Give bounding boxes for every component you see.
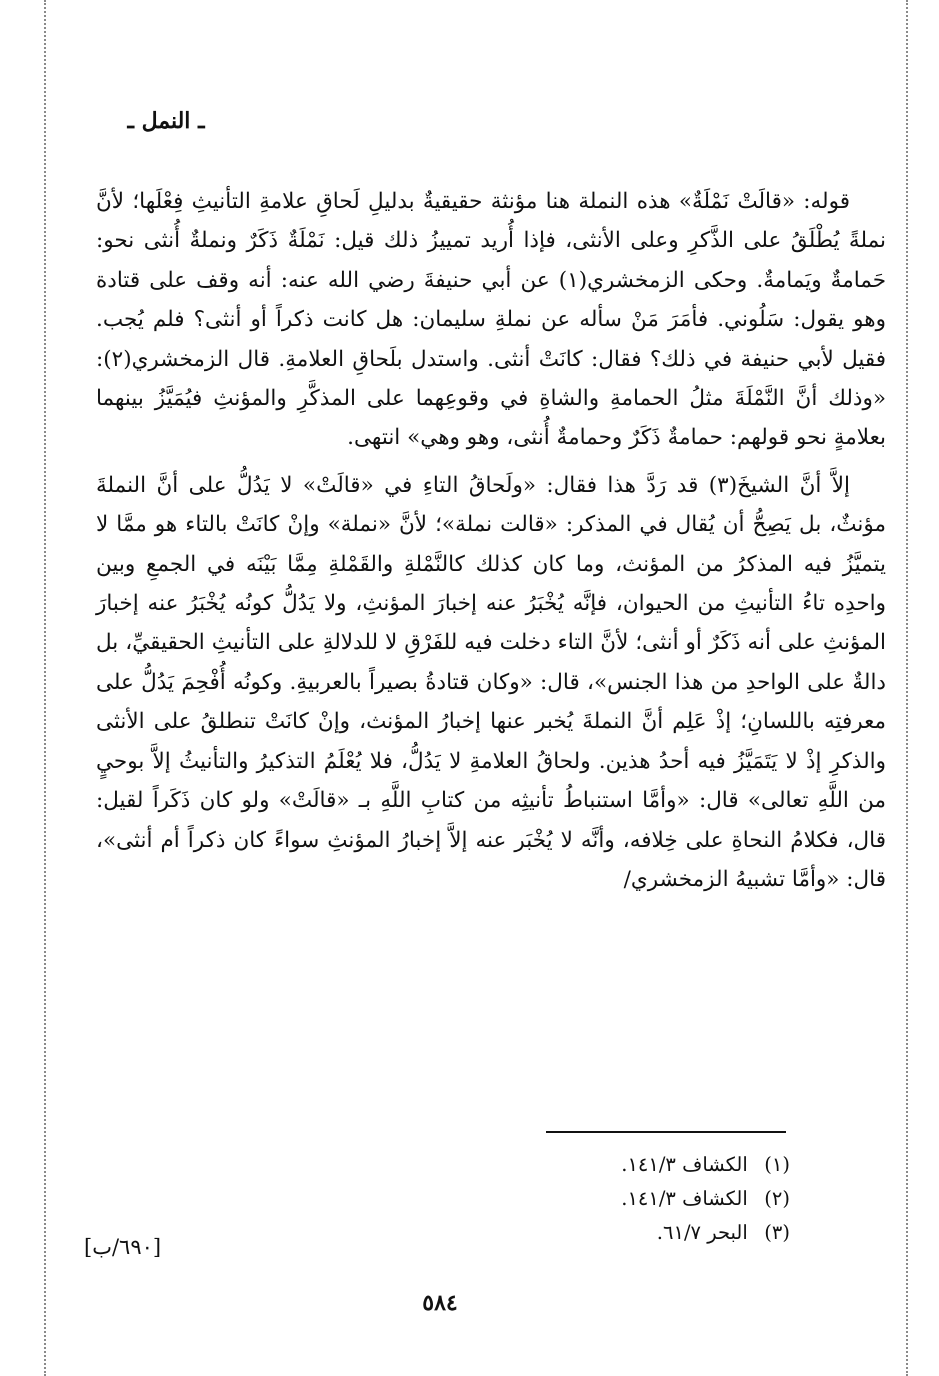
manuscript-folio-marker: [٦٩٠/ب] <box>84 1235 162 1259</box>
footnote-text: البحر ٦١/٧. <box>656 1221 748 1244</box>
footnote-item <box>560 1216 790 1250</box>
scan-margin-left <box>44 0 46 1376</box>
footnote-number: (٢) <box>764 1187 790 1210</box>
footnote-item <box>560 1182 790 1216</box>
paragraph-1: قوله: «قالَتْ نَمْلَةٌ» هذه النملة هنا مؤنثة حقيقيةٌ بدليلِ لَحاقِ علامةِ التأنيثِ فِعْلَها؛ لأنَّ نملةً يُطْلَقُ على الذَّكرِ وعلى الأنثى، فإذا أُريد تمييزُ ذلك قيل: نَمْلَةٌ ذَكَرٌ ونملةٌ أُنثى نحو: حَمامةٌ ويَمامةٌ. وحكى الزمخشري(١) عن أبي حنيفةَ رضي الله عنه: أنه وقف على قتادة وهو يقول: سَلُوني. فأمَرَ مَنْ سأله عن نملةِ سليمان: هل كانت ذكراً أو أنثى؟ فلم يُجب. فقيل لأبي حنيفة في ذلك؟ فقال: كانَتْ أنثى. واستدل بلَحاقِ العلامةِ. قال الزمخشري(٢): «وذلك أنَّ النَّمْلَةَ مثلُ الحمامةِ والشاةِ في وقوعِهما على المذكَّرِ والمؤنثِ فيُمَيَّزُ بينهما بعلامةٍ نحو قولهم: حمامةٌ ذَكَرٌ وحمامةٌ أُنثى، وهو وهي» انتهى. <box>96 189 886 451</box>
footnotes <box>560 1148 790 1250</box>
footnote-text: الكشاف ١٤١/٣. <box>621 1187 748 1210</box>
running-header: ـ النمل ـ <box>127 108 205 134</box>
footnote-separator <box>546 1131 786 1133</box>
page-number: ٥٨٤ <box>422 1290 458 1316</box>
paragraph-2: إلاَّ أنَّ الشيخَ(٣) قد رَدَّ هذا فقال: «ولَحاقُ التاءِ في «قالَتْ» لا يَدُلُّ على أنَّ النملةَ مؤنثٌ، بل يَصِحُّ أن يُقال في المذكر: «قالت نملة»؛ لأنَّ «نملة» وإنْ كانَتْ بالتاء هو ممَّا لا يتميَّزُ فيه المذكرُ من المؤنث، وما كان كذلك كالنَّمْلةِ والقَمْلةِ مِمَّا بَيْنَه في الجمعِ وبين واحدِه تاءُ التأنيثِ من الحيوان، فإنَّه يُخْبَرُ عنه إخبارَ المؤنثِ، ولا يَدُلُّ كونُه يُخْبَرُ عنه إخبارَ المؤنثِ على أنه ذَكَرٌ أو أنثى؛ لأنَّ التاء دخلت فيه للفَرْقِ لا للدلالةِ على التأنيثِ الحقيقيِّ، بل دالةٌ على الواحدِ من هذا الجنس»، قال: «وكان قتادةُ بصيراً بالعربيةِ. وكونُه أُفْحِمَ يَدُلُّ على معرفتِه باللسانِ؛ إذْ عَلِم أنَّ النملةَ يُخبر عنها إخبارُ المؤنث، وإنْ كانَتْ تنطلقُ على الأنثى والذكرِ إذْ لا يَتَمَيَّزُ فيه أحدُ هذين. ولحاقُ العلامةِ لا يَدُلُّ، فلا يُعْلَمُ التذكيرُ والتأنيثُ إلاَّ بوحيٍ من اللَّهِ تعالى» قال: «وأمَّا استنباطُ تأنيثِه من كتابِ اللَّهِ بـ «قالَتْ» ولو كان ذَكَراً لقيل: قال، فكلامُ النحاةِ على خِلافه، وأنَّه لا يُخْبَر عنه إلاَّ إخبارُ المؤنثِ سواءً كان ذكراً أم أنثى»، قال: «وأمَّا تشبيهُ الزمخشري/ <box>96 472 886 892</box>
scan-margin-right <box>906 0 908 1376</box>
footnote-item <box>560 1148 790 1182</box>
footnote-number: (١) <box>764 1153 790 1176</box>
footnote-number: (٣) <box>764 1221 790 1244</box>
footnote-text: الكشاف ١٤١/٣. <box>621 1153 748 1176</box>
